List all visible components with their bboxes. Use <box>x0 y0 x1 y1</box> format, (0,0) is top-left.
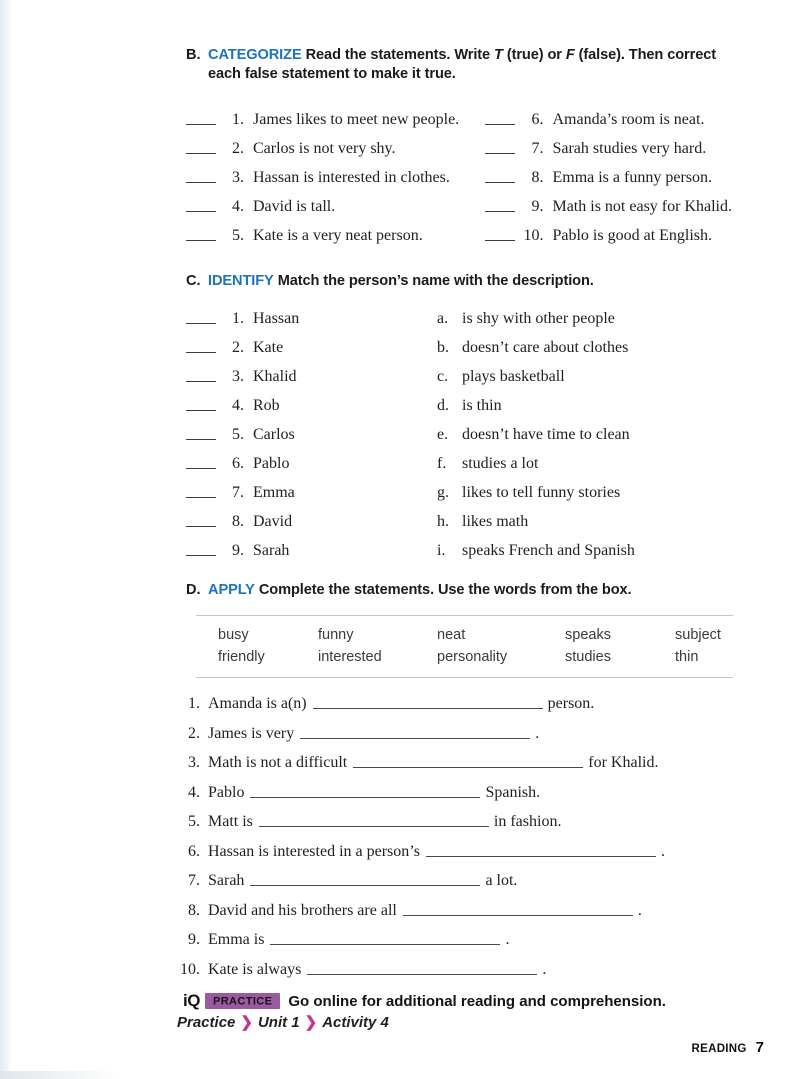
match-name <box>186 420 437 449</box>
sentence-after: . <box>660 842 665 860</box>
sentence-before: Matt is <box>208 813 253 830</box>
match-description <box>437 420 732 449</box>
fill-in-list <box>175 689 732 984</box>
word: personality <box>437 649 508 665</box>
section-categorize <box>186 46 732 250</box>
match-name <box>186 333 437 362</box>
item-number: 3. <box>188 754 200 771</box>
section-letter: B. <box>186 47 201 63</box>
iq-practice-text: Go online for additional reading and comprehension. <box>288 993 666 1010</box>
option-letter: b. <box>437 339 449 356</box>
breadcrumb-item: Practice <box>177 1014 236 1031</box>
match-description <box>437 391 732 420</box>
item-number: 5. <box>232 227 244 244</box>
option-text: studies a lot <box>462 455 539 472</box>
sentence-before: Emma is <box>208 931 265 948</box>
option-text: is thin <box>462 397 502 414</box>
match-name <box>186 507 437 536</box>
fill-in-item <box>175 748 732 778</box>
tf-item <box>485 221 732 250</box>
section-instructions: Match the person’s name with the description. <box>277 273 594 289</box>
tf-item <box>485 105 732 134</box>
item-number: 10. <box>180 960 200 978</box>
answer-blank <box>186 172 216 183</box>
true-false-list <box>186 105 732 250</box>
match-name <box>186 449 437 478</box>
answer-blank <box>485 172 515 183</box>
item-text: Kate is a very neat person. <box>253 227 423 244</box>
answer-blank <box>186 487 216 498</box>
scan-edge-bottom <box>0 1071 120 1079</box>
section-keyword: IDENTIFY <box>208 273 274 289</box>
word: funny <box>318 627 354 643</box>
answer-blank <box>186 114 216 125</box>
item-text: Amanda’s room is neat. <box>552 111 705 128</box>
answer-blank <box>485 114 515 125</box>
sentence-after: . <box>637 901 642 919</box>
descriptions-column <box>437 304 732 565</box>
option-letter: a. <box>437 310 449 327</box>
person-name: Carlos <box>253 426 295 443</box>
answer-blank <box>186 313 216 324</box>
section-keyword: APPLY <box>208 582 255 598</box>
item-number: 4. <box>188 783 200 801</box>
item-text: Math is not easy for Khalid. <box>552 198 732 215</box>
person-name: Kate <box>253 339 284 356</box>
answer-blank <box>259 816 489 827</box>
matching-list <box>186 304 732 565</box>
item-text: David is tall. <box>253 198 336 215</box>
match-name <box>186 536 437 565</box>
item-number: 2. <box>232 339 244 356</box>
option-letter: i. <box>437 542 446 559</box>
section-identify <box>186 272 732 565</box>
names-column <box>186 304 437 565</box>
match-name <box>186 391 437 420</box>
answer-blank <box>186 143 216 154</box>
answer-blank <box>426 846 656 857</box>
item-number: 3. <box>232 169 244 186</box>
option-letter: e. <box>437 426 449 443</box>
item-number: 4. <box>232 397 244 414</box>
item-number: 9. <box>232 542 244 559</box>
tf-item <box>186 221 485 250</box>
sentence-after: . <box>505 931 510 948</box>
item-number: 2. <box>232 140 244 157</box>
item-text: Pablo is good at English. <box>552 227 713 244</box>
item-text: James likes to meet new people. <box>253 111 460 128</box>
tf-item <box>186 134 485 163</box>
word: thin <box>675 649 699 665</box>
answer-blank <box>250 787 480 798</box>
tf-item <box>485 163 732 192</box>
word-box-column <box>675 624 733 668</box>
item-number: 8. <box>232 513 244 530</box>
item-number: 1. <box>232 310 244 327</box>
tf-column-right <box>485 105 732 250</box>
footer-section-label: READING <box>691 1043 747 1055</box>
answer-blank <box>186 400 216 411</box>
sentence-before: David and his brothers are all <box>208 901 397 919</box>
answer-blank <box>250 875 480 886</box>
sentence-after: in fashion. <box>493 813 562 830</box>
answer-blank <box>403 905 633 916</box>
chevron-right-icon: ❯ <box>240 1014 253 1031</box>
word-box <box>196 615 733 678</box>
option-letter: d. <box>437 397 449 414</box>
person-name: Rob <box>253 397 280 414</box>
answer-blank <box>186 371 216 382</box>
answer-blank <box>300 728 530 739</box>
answer-blank <box>186 201 216 212</box>
sentence-after: a lot. <box>485 872 518 889</box>
item-text: Sarah studies very hard. <box>552 140 707 157</box>
match-description <box>437 304 732 333</box>
person-name: Emma <box>253 484 295 501</box>
breadcrumb <box>177 1013 732 1033</box>
item-text: Hassan is interested in clothes. <box>253 169 450 186</box>
section-keyword: CATEGORIZE <box>208 47 302 63</box>
match-name <box>186 362 437 391</box>
sentence-after: Spanish. <box>485 783 541 801</box>
tf-item <box>485 134 732 163</box>
section-instructions: Read the statements. Write T (true) or F (false). Then correct each false statement to make it true. <box>208 47 716 82</box>
item-number: 4. <box>232 198 244 215</box>
person-name: Hassan <box>253 310 300 327</box>
match-description <box>437 478 732 507</box>
answer-blank <box>186 458 216 469</box>
fill-in-item <box>175 778 732 808</box>
answer-blank <box>353 757 583 768</box>
iq-logo: iQ <box>183 991 200 1010</box>
section-letter: D. <box>186 582 201 598</box>
fill-in-item <box>175 896 732 926</box>
word-box-column <box>218 624 318 668</box>
item-number: 8. <box>188 901 200 919</box>
tf-column-left <box>186 105 485 250</box>
sentence-before: Pablo <box>208 783 245 801</box>
option-letter: g. <box>437 484 449 501</box>
answer-blank <box>307 964 537 975</box>
option-letter: c. <box>437 368 449 385</box>
sentence-before: Sarah <box>208 872 245 889</box>
section-apply <box>180 581 732 984</box>
answer-blank <box>313 698 543 709</box>
tf-item <box>485 192 732 221</box>
option-letter: h. <box>437 513 449 530</box>
sentence-before: Math is not a difficult <box>208 754 348 771</box>
fill-in-item <box>175 925 732 955</box>
answer-blank <box>485 230 515 241</box>
item-number: 9. <box>531 198 544 215</box>
word: subject <box>675 627 721 643</box>
item-number: 6. <box>188 842 200 860</box>
tf-item <box>186 192 485 221</box>
sentence-after: . <box>542 960 547 978</box>
option-letter: f. <box>437 455 447 472</box>
fill-in-item <box>175 807 732 837</box>
fill-in-item <box>175 837 732 867</box>
match-name <box>186 478 437 507</box>
sentence-before: Hassan is interested in a person’s <box>208 842 420 860</box>
fill-in-item <box>175 955 732 985</box>
answer-blank <box>186 516 216 527</box>
word: busy <box>218 627 249 643</box>
fill-in-item <box>175 689 732 719</box>
word: interested <box>318 649 382 665</box>
section-instructions: Complete the statements. Use the words from the box. <box>258 582 632 598</box>
item-number: 1. <box>188 695 200 712</box>
option-text: doesn’t care about clothes <box>462 339 629 356</box>
chevron-right-icon: ❯ <box>304 1014 318 1031</box>
match-description <box>437 362 732 391</box>
item-text: Emma is a funny person. <box>552 169 712 186</box>
match-description <box>437 333 732 362</box>
word: neat <box>437 627 466 643</box>
option-text: is shy with other people <box>462 310 615 327</box>
word: speaks <box>565 627 611 643</box>
item-number: 5. <box>188 813 200 830</box>
fill-in-item <box>175 719 732 749</box>
scan-edge-left <box>0 0 12 1079</box>
option-text: likes to tell funny stories <box>462 484 621 501</box>
answer-blank <box>186 429 216 440</box>
answer-blank <box>186 342 216 353</box>
tf-item <box>186 163 485 192</box>
item-number: 6. <box>531 111 544 128</box>
match-name <box>186 304 437 333</box>
tf-item <box>186 105 485 134</box>
fill-in-item <box>175 866 732 896</box>
answer-blank <box>485 201 515 212</box>
answer-blank <box>186 230 216 241</box>
match-description <box>437 507 732 536</box>
sentence-after: for Khalid. <box>588 754 659 771</box>
section-d-header <box>186 581 732 600</box>
person-name: Khalid <box>253 368 297 385</box>
practice-badge: PRACTICE <box>205 993 280 1010</box>
item-number: 3. <box>232 368 244 385</box>
option-text: likes math <box>462 513 529 530</box>
breadcrumb-item: Unit 1 <box>257 1014 300 1031</box>
word: friendly <box>218 649 265 665</box>
match-description <box>437 536 732 565</box>
person-name: David <box>253 513 293 530</box>
item-number: 1. <box>232 111 244 128</box>
word-box-column <box>565 624 675 668</box>
section-b-header <box>186 46 732 84</box>
item-number: 7. <box>188 872 200 889</box>
item-number: 7. <box>232 484 244 501</box>
match-description <box>437 449 732 478</box>
word-box-column <box>318 624 437 668</box>
item-number: 8. <box>531 169 544 186</box>
word-box-column <box>437 624 565 668</box>
item-number: 2. <box>188 724 200 742</box>
sentence-before: Amanda is a(n) <box>208 695 307 712</box>
sentence-after: . <box>535 724 540 742</box>
item-number: 5. <box>232 426 244 443</box>
person-name: Pablo <box>253 455 290 472</box>
option-text: doesn’t have time to clean <box>462 426 630 443</box>
page-footer <box>692 1039 764 1057</box>
item-number: 7. <box>531 140 544 157</box>
answer-blank <box>270 934 500 945</box>
option-text: plays basketball <box>462 368 565 385</box>
sentence-after: person. <box>547 695 595 712</box>
item-number: 10. <box>523 227 544 244</box>
sentence-before: Kate is always <box>208 960 302 978</box>
item-number: 9. <box>188 931 200 948</box>
page-number: 7 <box>755 1039 764 1056</box>
section-c-header <box>186 272 732 291</box>
section-letter: C. <box>186 273 201 289</box>
person-name: Sarah <box>253 542 290 559</box>
answer-blank <box>485 143 515 154</box>
answer-blank <box>186 545 216 556</box>
iq-practice-line <box>183 991 732 1013</box>
breadcrumb-item: Activity 4 <box>322 1014 389 1031</box>
item-number: 6. <box>232 455 244 472</box>
sentence-before: James is very <box>208 724 295 742</box>
item-text: Carlos is not very shy. <box>253 140 396 157</box>
option-text: speaks French and Spanish <box>462 542 635 559</box>
word: studies <box>565 649 611 665</box>
